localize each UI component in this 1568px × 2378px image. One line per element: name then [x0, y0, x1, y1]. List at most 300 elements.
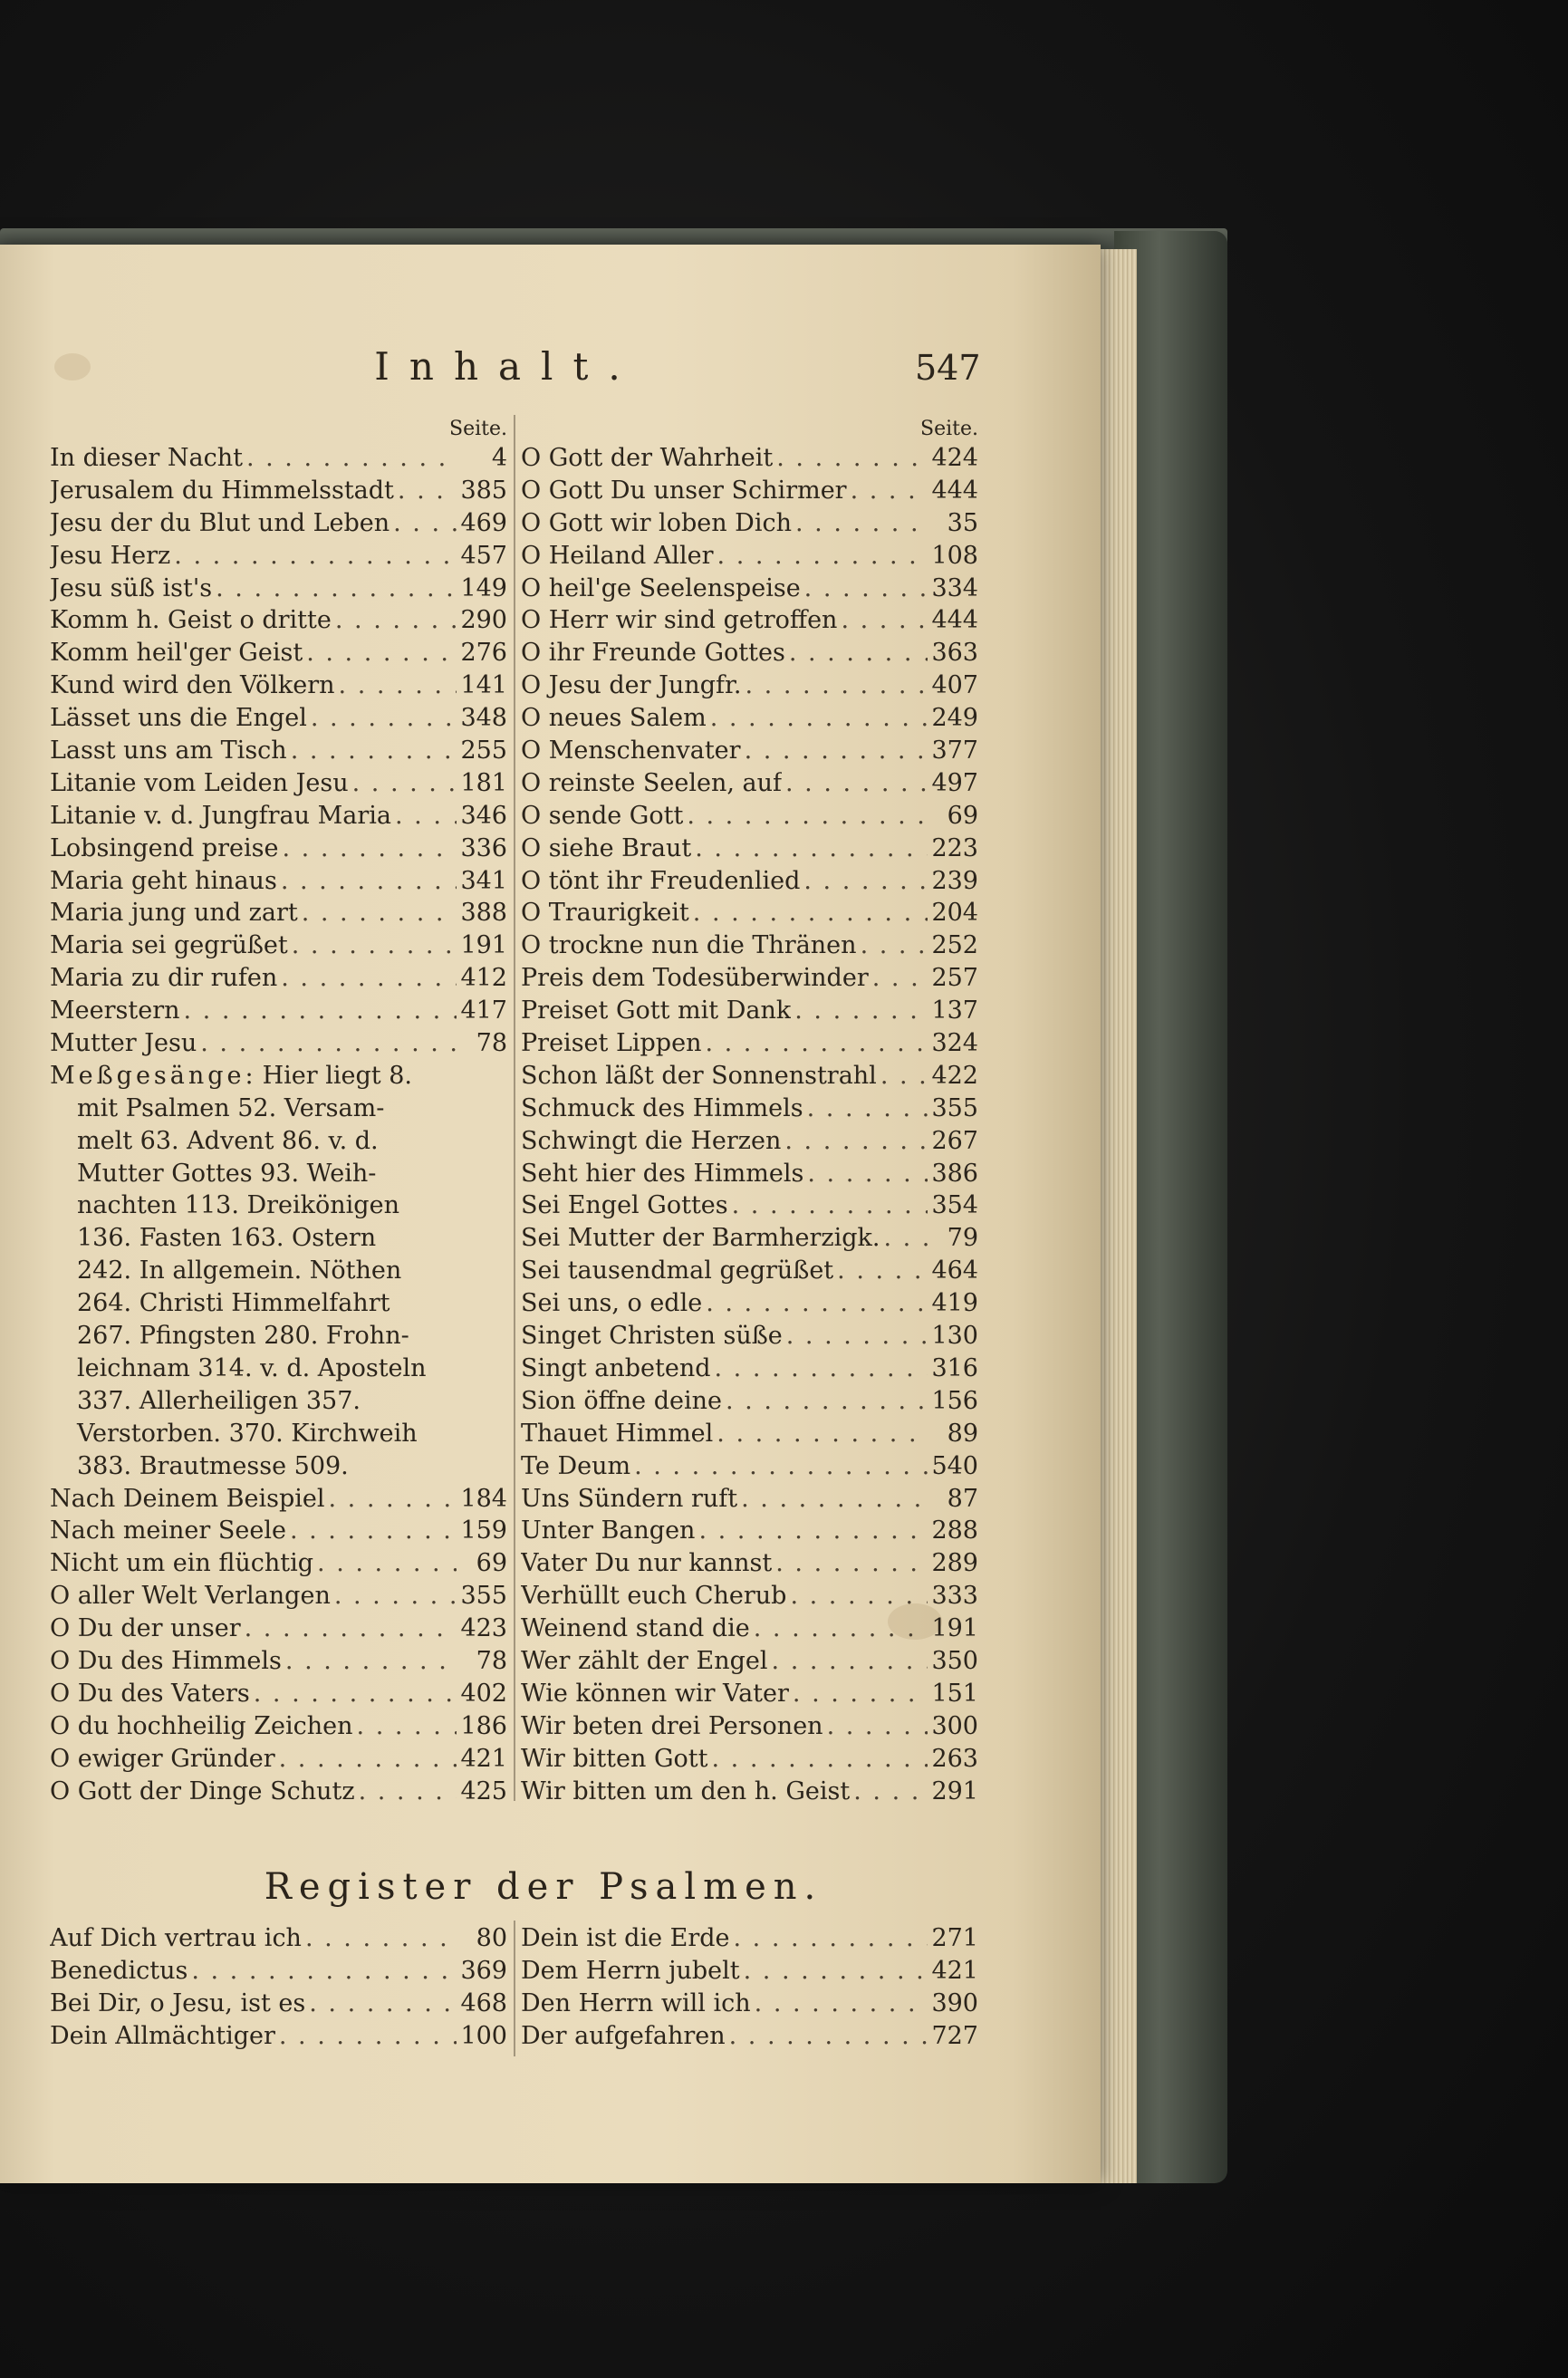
dot-leader: [174, 540, 457, 573]
entry-page: 4: [491, 444, 507, 472]
entry-title: In dieser Nacht: [50, 444, 243, 472]
entry-title: Jesu süß ist's: [50, 573, 213, 602]
entry-title: O Herr wir sind getroffen: [521, 606, 838, 635]
entry-page: 100: [460, 2021, 507, 2050]
index-entry: [521, 1678, 978, 1710]
entry-page: 469: [460, 508, 507, 537]
entry-title: Mutter Jesu: [50, 1029, 197, 1058]
dot-leader: [804, 573, 928, 605]
entry-title: Sei Engel Gottes: [521, 1191, 728, 1220]
entry-title: Vater Du nur kannst: [521, 1549, 773, 1578]
dot-leader: [283, 833, 457, 865]
mess-line: 264. Christi Himmelfahrt: [77, 1289, 390, 1318]
dot-leader: [807, 1093, 928, 1125]
dot-leader: [853, 1776, 928, 1808]
foxing-spot: [54, 353, 91, 380]
index-entry: [50, 669, 507, 702]
entry-page: 239: [931, 866, 978, 895]
index-entry: [50, 929, 507, 962]
entry-title: Nach Deinem Beispiel: [50, 1484, 325, 1513]
entry-page: 363: [931, 639, 978, 668]
entry-page: 497: [931, 768, 978, 797]
entry-title: Preiset Lippen: [521, 1029, 702, 1058]
index-entry: [50, 1515, 507, 1547]
index-entry: [50, 995, 507, 1027]
dot-leader: [776, 442, 928, 475]
entry-page: 184: [460, 1484, 507, 1513]
index-entry: [50, 897, 507, 929]
entry-page: 385: [460, 476, 507, 505]
entry-title: Auf Dich vertrau ich: [50, 1924, 302, 1952]
entry-page: 276: [460, 639, 507, 668]
dot-leader: [291, 735, 457, 767]
entry-title: Litanie v. d. Jungfrau Maria: [50, 801, 391, 830]
index-entry: [50, 735, 507, 767]
entry-title: Wir bitten Gott: [521, 1744, 708, 1773]
dot-leader: [393, 507, 457, 540]
dot-leader: [352, 767, 457, 800]
entry-title: Jesu der du Blut und Leben: [50, 508, 390, 537]
entry-page: 348: [460, 704, 507, 733]
dot-leader: [339, 669, 457, 702]
dot-leader: [729, 2020, 928, 2053]
entry-page: 191: [460, 931, 507, 960]
index-entry: [50, 507, 507, 540]
index-entry: [50, 1710, 507, 1743]
index-entry: [521, 865, 978, 898]
entry-title: Lässet uns die Engel: [50, 704, 307, 733]
dot-leader: [309, 1988, 457, 2020]
index-entry: [50, 833, 507, 865]
entry-page: 263: [931, 1744, 978, 1773]
entry-page: 419: [931, 1289, 978, 1318]
dot-leader: [246, 442, 457, 475]
dot-leader: [755, 1988, 928, 2020]
dot-leader: [279, 2020, 457, 2053]
entry-page: 87: [947, 1484, 978, 1513]
entry-title: Schon läßt der Sonnenstrahl: [521, 1061, 877, 1090]
index-entry: [521, 1483, 978, 1516]
dot-leader: [795, 507, 928, 540]
seite-label: Seite.: [920, 418, 978, 440]
entry-title: Sei tausendmal gegrüßet: [521, 1256, 834, 1285]
index-entry: [50, 637, 507, 669]
entry-page: 540: [931, 1451, 978, 1480]
dot-leader: [861, 929, 928, 962]
index-entry: [521, 702, 978, 735]
entry-page: 69: [947, 801, 978, 830]
entry-title: Wer zählt der Engel: [521, 1646, 768, 1675]
index-entry: [521, 1710, 978, 1743]
entry-page: 159: [460, 1516, 507, 1545]
dot-leader: [306, 637, 457, 669]
index-entry: [521, 1093, 978, 1125]
mess-line: 383. Brautmesse 509.: [77, 1451, 349, 1480]
entry-title: Maria zu dir rufen: [50, 964, 278, 993]
dot-leader: [311, 702, 457, 735]
dot-leader: [317, 1547, 457, 1580]
index-entry: [50, 702, 507, 735]
dot-leader: [285, 1645, 457, 1678]
dot-leader: [793, 1678, 928, 1710]
dot-leader: [741, 1483, 928, 1516]
entry-page: 350: [931, 1646, 978, 1675]
entry-page: 78: [476, 1646, 507, 1675]
index-entry: [521, 475, 978, 507]
entry-page: 386: [931, 1159, 978, 1188]
index-entry: [50, 442, 507, 475]
dot-leader: [710, 702, 928, 735]
index-entry: [50, 1027, 507, 1060]
entry-title: Preiset Gott mit Dank: [521, 996, 792, 1025]
dot-leader: [302, 897, 457, 929]
entry-page: 137: [931, 996, 978, 1025]
index-entry: [521, 767, 978, 800]
index-entry: [50, 1988, 507, 2020]
entry-title: O sende Gott: [521, 801, 684, 830]
dot-leader: [872, 962, 928, 995]
entry-page: 204: [931, 899, 978, 928]
entry-title: Nach meiner Seele: [50, 1516, 286, 1545]
index-entry: [521, 573, 978, 605]
entry-page: 355: [931, 1093, 978, 1122]
entry-page: 377: [931, 737, 978, 765]
entry-title: Lobsingend preise: [50, 833, 279, 862]
entry-page: 257: [931, 964, 978, 993]
dot-leader: [789, 637, 928, 669]
dot-leader: [775, 1547, 928, 1580]
index-entry: [521, 1125, 978, 1158]
dot-leader: [706, 1287, 928, 1320]
index-entry: [50, 1547, 507, 1580]
column-divider: [514, 415, 515, 1801]
dot-leader: [786, 1320, 928, 1353]
dot-leader: [634, 1450, 928, 1483]
entry-title: O heil'ge Seelenspeise: [521, 573, 801, 602]
dot-leader: [254, 1678, 457, 1710]
psalmen-column-right: [521, 1922, 978, 2053]
entry-page: 130: [931, 1322, 978, 1351]
entry-page: 727: [931, 2021, 978, 2050]
entry-page: 333: [931, 1582, 978, 1611]
mess-heading: Meßgesänge:: [50, 1061, 257, 1090]
entry-title: Singet Christen süße: [521, 1322, 783, 1351]
entry-title: O Gott der Dinge Schutz: [50, 1776, 355, 1805]
index-entry: [50, 2020, 507, 2053]
entry-title: O Jesu der Jungfr.: [521, 671, 742, 700]
entry-page: 346: [460, 801, 507, 830]
dot-leader: [744, 1955, 928, 1988]
mess-line: 136. Fasten 163. Ostern: [77, 1224, 377, 1253]
entry-title: Maria jung und zart: [50, 899, 298, 928]
index-entries: [50, 1483, 507, 1808]
entry-page: 79: [947, 1224, 978, 1253]
entry-page: 300: [931, 1711, 978, 1740]
entry-page: 341: [460, 866, 507, 895]
entry-title: O Du der unser: [50, 1614, 241, 1643]
entry-page: 369: [460, 1956, 507, 1985]
mess-line: 267. Pfingsten 280. Frohn-: [77, 1322, 409, 1351]
mess-line: Verstorben. 370. Kirchweih: [77, 1419, 418, 1448]
index-entry: [521, 442, 978, 475]
entry-title: Wie können wir Vater: [521, 1679, 789, 1708]
dot-leader: [184, 995, 457, 1027]
dot-leader: [281, 962, 457, 995]
page-number: 547: [915, 348, 981, 388]
index-entry: [521, 1580, 978, 1613]
dot-leader: [290, 1515, 457, 1547]
entry-title: Schwingt die Herzen: [521, 1126, 782, 1155]
entry-page: 35: [947, 508, 978, 537]
entry-title: O Menschenvater: [521, 737, 741, 765]
index-entry: [521, 1450, 978, 1483]
entry-page: 186: [460, 1711, 507, 1740]
index-entry: [521, 1158, 978, 1190]
seite-label: Seite.: [449, 418, 507, 440]
column-divider: [514, 1921, 515, 2056]
index-entry: [50, 1922, 507, 1955]
dot-leader: [698, 1515, 928, 1547]
dot-leader: [754, 1613, 928, 1645]
dot-leader: [715, 1353, 928, 1385]
index-entries: [50, 442, 507, 1060]
entry-title: O du hochheilig Zeichen: [50, 1711, 353, 1740]
entry-page: 424: [931, 444, 978, 472]
entry-title: O Gott Du unser Schirmer: [521, 476, 847, 505]
index-entry: [521, 735, 978, 767]
dot-leader: [281, 865, 457, 898]
entry-title: Verhüllt euch Cherub: [521, 1582, 787, 1611]
entry-page: 464: [931, 1256, 978, 1285]
dot-leader: [292, 929, 457, 962]
entry-title: O Heiland Aller: [521, 541, 714, 570]
entry-title: Komm heil'ger Geist: [50, 639, 303, 668]
index-entry: [521, 1955, 978, 1988]
dot-leader: [398, 475, 457, 507]
index-entry: [50, 1483, 507, 1516]
entry-page: 271: [931, 1924, 978, 1952]
index-entry: [521, 2020, 978, 2053]
entry-title: Sion öffne deine: [521, 1386, 723, 1415]
index-entry: [521, 1255, 978, 1287]
dot-leader: [717, 540, 928, 573]
index-entry: [50, 800, 507, 833]
dot-leader: [851, 475, 928, 507]
index-column-right: [521, 417, 978, 1807]
dot-leader: [717, 1418, 928, 1450]
psalmen-title: Register der Psalmen.: [264, 1866, 823, 1908]
dot-leader: [395, 800, 457, 833]
entry-title: Kund wird den Völkern: [50, 671, 335, 700]
index-entry: [50, 1645, 507, 1678]
dot-leader: [790, 1580, 928, 1613]
dot-leader: [784, 1125, 928, 1158]
dot-leader: [883, 1222, 928, 1255]
index-entry: [521, 897, 978, 929]
index-entry: [521, 1027, 978, 1060]
index-entry: [521, 1988, 978, 2020]
dot-leader: [734, 1922, 928, 1955]
entry-page: 181: [460, 768, 507, 797]
entry-title: O siehe Braut: [521, 833, 692, 862]
entry-page: 407: [931, 671, 978, 700]
dot-leader: [732, 1189, 928, 1222]
index-entry: [521, 800, 978, 833]
dot-leader: [772, 1645, 928, 1678]
entry-title: Den Herrn will ich: [521, 1988, 751, 2017]
index-entry: [50, 1743, 507, 1776]
entry-page: 354: [931, 1191, 978, 1220]
entry-title: O trockne nun die Thränen: [521, 931, 857, 960]
entry-page: 78: [476, 1029, 507, 1058]
entry-page: 444: [931, 606, 978, 635]
entry-page: 423: [460, 1614, 507, 1643]
dot-leader: [827, 1710, 928, 1743]
dot-leader: [745, 735, 928, 767]
entry-page: 252: [931, 931, 978, 960]
index-entry: [521, 669, 978, 702]
index-entry: [50, 962, 507, 995]
dot-leader: [334, 1580, 457, 1613]
dot-leader: [794, 995, 928, 1027]
entry-title: Der aufgefahren: [521, 2021, 726, 2050]
dot-leader: [705, 1027, 928, 1060]
entry-page: 191: [931, 1614, 978, 1643]
entry-title: O ewiger Gründer: [50, 1744, 275, 1773]
dot-leader: [880, 1060, 928, 1093]
dot-leader: [279, 1743, 457, 1776]
index-entry: [521, 1743, 978, 1776]
entry-page: 402: [460, 1679, 507, 1708]
mess-continuation: [50, 1093, 507, 1483]
entry-title: Lasst uns am Tisch: [50, 737, 287, 765]
entry-title: Maria geht hinaus: [50, 866, 277, 895]
entry-title: Sei Mutter der Barmherzigk.: [521, 1224, 880, 1253]
mess-line: 242. In allgemein. Nöthen: [77, 1256, 402, 1285]
entry-page: 444: [931, 476, 978, 505]
index-entry: [50, 865, 507, 898]
index-entry: [521, 1060, 978, 1093]
entry-page: 421: [931, 1956, 978, 1985]
dot-leader: [687, 800, 928, 833]
entry-title: Singt anbetend: [521, 1353, 711, 1382]
entry-page: 457: [460, 541, 507, 570]
index-entry: [50, 1776, 507, 1808]
entry-title: Jesu Herz: [50, 541, 171, 570]
entry-title: O neues Salem: [521, 704, 707, 733]
entry-title: O aller Welt Verlangen: [50, 1582, 331, 1611]
mess-first: Hier liegt 8.: [262, 1061, 412, 1090]
entry-title: Meerstern: [50, 996, 180, 1025]
entry-title: Preis dem Todesüberwinder: [521, 964, 869, 993]
entry-title: O tönt ihr Freudenlied: [521, 866, 801, 895]
entry-page: 89: [947, 1419, 978, 1448]
dot-leader: [807, 1158, 928, 1190]
entry-page: 151: [931, 1679, 978, 1708]
entry-title: Maria sei gegrüßet: [50, 931, 288, 960]
dot-leader: [693, 897, 928, 929]
index-entry: [50, 475, 507, 507]
index-entry: [521, 507, 978, 540]
index-entry: [50, 604, 507, 637]
entry-page: 289: [931, 1549, 978, 1578]
dot-leader: [216, 573, 457, 605]
dot-leader: [245, 1613, 457, 1645]
entry-page: 290: [460, 606, 507, 635]
entry-title: Komm h. Geist o dritte: [50, 606, 332, 635]
index-entry: [521, 833, 978, 865]
index-entry: [50, 767, 507, 800]
entry-title: O Gott wir loben Dich: [521, 508, 792, 537]
entry-title: Schmuck des Himmels: [521, 1093, 803, 1122]
mess-line: Mutter Gottes 93. Weih-: [77, 1159, 377, 1188]
entry-title: Te Deum: [521, 1451, 631, 1480]
index-entry: [521, 1385, 978, 1418]
index-entry: [521, 1922, 978, 1955]
entry-title: Weinend stand die: [521, 1614, 750, 1643]
index-entry: [521, 1515, 978, 1547]
index-entry: [50, 1580, 507, 1613]
psalmen-column-left: [50, 1922, 507, 2053]
mess-line: melt 63. Advent 86. v. d.: [77, 1126, 379, 1155]
index-entry: [521, 604, 978, 637]
entry-title: O Du des Vaters: [50, 1679, 250, 1708]
entry-title: Benedictus: [50, 1956, 188, 1985]
mess-entry: [50, 1060, 507, 1093]
dot-leader: [359, 1776, 457, 1808]
entry-title: Unter Bangen: [521, 1516, 696, 1545]
entry-page: 334: [931, 573, 978, 602]
entry-page: 80: [476, 1924, 507, 1952]
entry-page: 355: [460, 1582, 507, 1611]
index-entry: [521, 1222, 978, 1255]
index-entry: [521, 1645, 978, 1678]
index-entry: [521, 1776, 978, 1808]
mess-line: 337. Allerheiligen 357.: [77, 1386, 361, 1415]
entry-title: Thauet Himmel: [521, 1419, 714, 1448]
dot-leader: [841, 604, 928, 637]
entry-page: 291: [931, 1776, 978, 1805]
dot-leader: [712, 1743, 928, 1776]
index-entry: [521, 540, 978, 573]
entry-page: 417: [460, 996, 507, 1025]
entry-page: 412: [460, 964, 507, 993]
entry-page: 288: [931, 1516, 978, 1545]
entry-page: 336: [460, 833, 507, 862]
index-entry: [521, 1547, 978, 1580]
mess-line: mit Psalmen 52. Versam-: [77, 1093, 385, 1122]
index-entry: [521, 995, 978, 1027]
dot-leader: [726, 1385, 928, 1418]
index-entry: [521, 637, 978, 669]
mess-line: leichnam 314. v. d. Aposteln: [77, 1353, 427, 1382]
entry-page: 388: [460, 899, 507, 928]
entry-page: 422: [931, 1061, 978, 1090]
entry-page: 316: [931, 1353, 978, 1382]
index-entries: [521, 442, 978, 1807]
dot-leader: [695, 833, 928, 865]
entry-title: O Traurigkeit: [521, 899, 689, 928]
entry-page: 141: [460, 671, 507, 700]
index-entry: [521, 1287, 978, 1320]
dot-leader: [357, 1710, 457, 1743]
index-entry: [50, 1955, 507, 1988]
entry-page: 156: [931, 1386, 978, 1415]
entry-page: 108: [931, 541, 978, 570]
entry-page: 249: [931, 704, 978, 733]
entry-page: 69: [476, 1549, 507, 1578]
entry-title: Wir bitten um den h. Geist: [521, 1776, 851, 1805]
